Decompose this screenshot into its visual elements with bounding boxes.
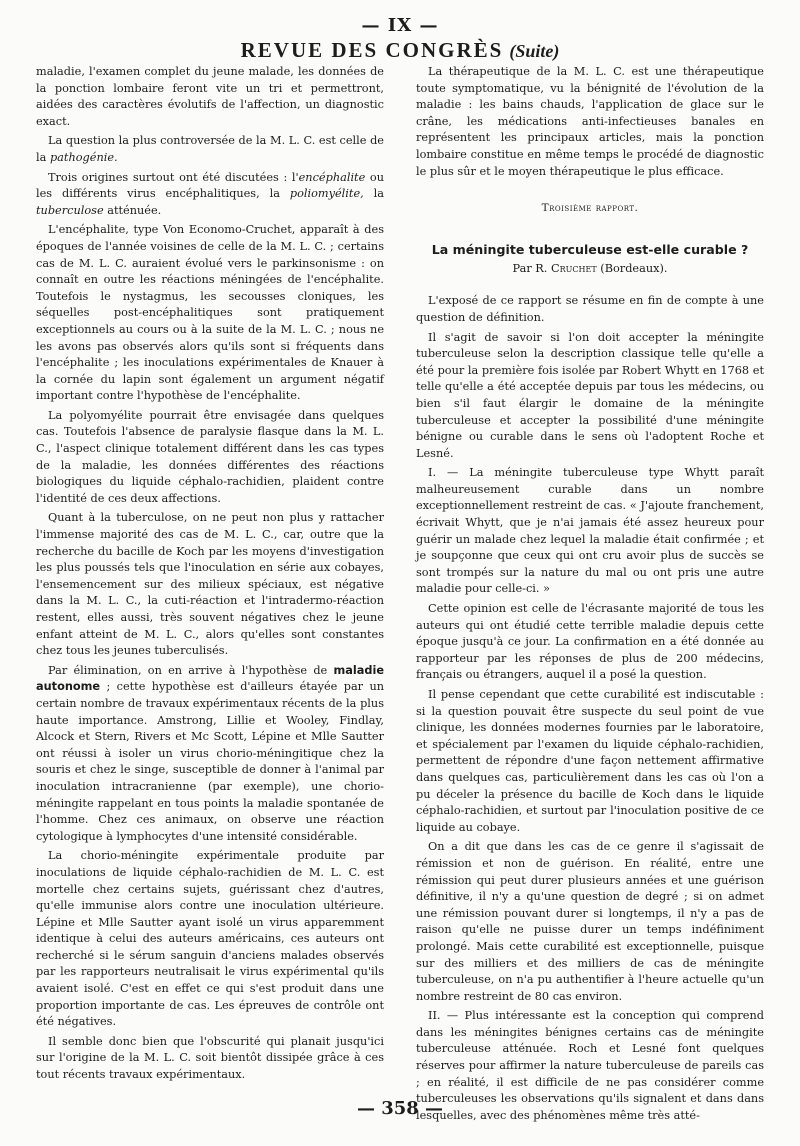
paragraph: Il pense cependant que cette curabilité est indiscutable : si la question pouvait être suspecte du seul point de vue clinique, les données modernes fournies par le laboratoire, et spécialement par l'examen du liquide céphalo-rachidien, permettent de répondre d'une façon nettement affirmative dans quelques cas, particulièrement dans les cas où l'on a pu déceler la présence du bacille de Koch dans le liquide céphalo-rachidien, et surtout par l'inoculation positive de ce liquide au cobaye. [416,688,764,834]
paragraph: L'exposé de ce rapport se résume en fin de compte à une question de définition. [416,294,764,324]
paragraph-text: atténuée. [103,203,162,217]
paragraph-text: la [363,187,384,201]
roman-page-number: — IX — [361,15,439,36]
emphasis: poliomyélite, [289,187,364,201]
paragraph: Il s'agit de savoir si l'on doit accepter la méningite tuberculeuse selon la description classique telle qu'elle a été pour la première fois isolée par Robert Whytt en 1768 et telle qu'elle a été acceptée depuis par tous les médecins, ou bien s'il faut élargir le domaine de la méningite tuberculeuse et accepter la possibilité d'une méningite bénigne ou curable dans le sens où l'adoptent Roche et Lesné. [416,330,764,460]
article-author [416,261,764,278]
emphasis: tuberculose [36,203,104,217]
author-name: Cruchet [551,261,597,275]
paragraph-text: ; cette hypothèse est d'ailleurs étayée par un certain nombre de travaux expérimentaux récents de la plus haute importance. Amstrong, Lillie et Wooley, Findlay, Alcock et Stern, Rivers et Mc Scott, Lépine et Mlle Sautter ont réussi à isoler un virus chorio-méningitique chez la souris et chez le singe, susceptible de donner à l'animal par inoculation intracranienne (par exemple), une chorio-méningite rappelant en tous points la maladie spontanée de l'homme. Chez ces animaux, on observe une réaction cytologique à lymphocytes d'une intensité considérable. [36,680,384,843]
paragraph: La polyomyélite pourrait être envisagée dans quelques cas. Toutefois l'absence de paralysie flasque dans la M. L. C., l'aspect clinique totalement différent dans les cas types de la maladie, les données différentes des réactions biologiques du liquide céphalo-rachidien, plaident contre l'identité de ces deux affections. [36,408,384,505]
paragraph: I. — La méningite tuberculeuse type Whytt paraît malheureusement curable dans un nombre exceptionnellement restreint de cas. « J'ajoute franchement, écrivait Whytt, que je n'ai jamais été assez heureux pour guérir un malade chez lequel la maladie était confirmée ; et je soupçonne que ceux qui ont cru avoir plus de succès se sont trompés sur la nature du mal ou ont pris une autre maladie pour celle-ci. » [416,466,764,596]
paragraph: On a dit que dans les cas de ce genre il s'agissait de rémission et non de guérison. En réalité, entre une rémission qui peut durer plusieurs années et une guérison définitive, il n'y a qu'une question de degré ; si on admet une rémission pouvant durer si longtemps, il n'y a pas de raison qu'elle ne puisse durer un temps indéfiniment prolongé. Mais cette curabilité est exceptionnelle, puisque sur des milliers et des milliers de cas de méningite tuberculeuse, on n'a pu authentifier à l'heure actuelle qu'un nombre restreint de 80 cas environ. [416,840,764,1003]
paragraph: maladie, l'examen complet du jeune malade, les données de la ponction lombaire feront vite un tri et permettront, aidées des caractères évolutifs de l'affection, un diagnostic exact. [36,65,384,128]
text-columns [36,64,764,1127]
paragraph: Cette opinion est celle de l'écrasante majorité de tous les auteurs qui ont étudié cette terrible maladie depuis cette époque jusqu'à ce jour. La confirmation en a été donnée au rapporteur par les réponses de plus de 200 médecins, français ou étrangers, auquel il a posé la question. [416,602,764,682]
paragraph-text: Trois origines surtout ont été discutées : l' [48,170,299,184]
author-prefix: Par R. [512,261,548,275]
header-title: REVUE DES CONGRÈS [240,38,504,62]
paragraph [36,133,384,166]
paragraph: La chorio-méningite expérimentale produite par inoculations de liquide céphalo-rachidien de M. L. C. est mortelle chez certains sujets, guérissant chez d'autres, qu'elle immunise alors contre une inoculation ultérieure. Lépine et Mlle Sautter ayant isolé un virus apparemment identique à celui des auteurs américains, ces auteurs ont recherché si le sérum sanguin d'anciens malades observés par les rapporteurs neutralisait le virus expérimental qu'ils avaient isolé. C'est en effet ce qui s'est produit dans une proportion importante de cas. Les épreuves de contrôle ont été négatives. [36,849,384,1029]
paragraph: II. — Plus intéressante est la conception qui comprend dans les méningites bénignes certains cas de méningite tuberculeuse atténuée. Roch et Lesné font quelques réserves pour affirmer la nature tuberculeuse de pareils cas ; en réalité, il est difficile de ne pas considérer comme tuberculeuses les observations qu'ils signalent et dans dans lesquelles, avec des phénomènes même très atté- [416,1009,764,1122]
paragraph: L'encéphalite, type Von Economo-Cruchet, apparaît à des époques de l'année voisines de celle de la M. L. C. ; certains cas de M. L. C. auraient évolué vers le parkinsonisme : on connaît en outre les réactions méningées de l'encéphalite. Toutefois le nystagmus, les secousses cloniques, les séquelles post-encéphalitiques sont pratiquement exceptionnels au cours ou à la suite de la M. L. C. ; nous ne les avons pas observés alors qu'ils sont si fréquents dans l'encéphalite ; les inoculations expérimentales de Knauer à la cornée du lapin sont également un argument négatif important contre l'hypothèse de l'encéphalite. [36,223,384,403]
paragraph: Quant à la tuberculose, on ne peut non plus y rattacher l'immense majorité des cas de M. L. C., car, outre que la recherche du bacille de Koch par les moyens d'investigation les plus poussés tels que l'inoculation en série aux cobayes, l'ensemencement sur des milieux spéciaux, est négative dans la M. L. C., la cuti-réaction et l'intradermo-réaction restent, elles aussi, très souvent négatives chez le jeune enfant atteint de M. L. C., alors qu'elles sont constantes chez tous les jeunes tuberculisés. [36,511,384,658]
left-column [36,64,384,1127]
right-column [416,64,764,1127]
section-heading: Troisième rapport. [541,202,639,215]
author-affiliation: (Bordeaux). [600,261,668,275]
emphasis: encéphalite [298,170,366,184]
header-suite: (Suite) [509,41,560,61]
paragraph: Il semble donc bien que l'obscurité qui planait jusqu'ici sur l'origine de la M. L. C. soit bientôt dissipée grâce à ces tout récents travaux expérimentaux. [36,1034,384,1082]
paragraph-text: ou les différents virus encéphalitiques, la [36,170,384,201]
paragraph [36,663,384,846]
emphasis: pathogénie. [49,150,118,164]
footer-page-number: — 358 — [356,1098,444,1119]
paragraph [36,170,384,220]
paragraph-text: La question la plus controversée de la M. L. C. est celle de la [36,134,384,164]
running-header [36,38,764,62]
bold-term: maladie autonome [36,663,385,694]
paragraph: La thérapeutique de la M. L. C. est une thérapeutique toute symptomatique, vu la bénignité de l'évolution de la maladie : les bains chauds, l'application de glace sur le crâne, les médications anti-infectieuses banales en représentent les principaux articles, mais la ponction lombaire constitue en même temps le procédé de diagnostic le plus sûr et le moyen thérapeutique le plus efficace. [416,65,764,178]
paragraph-text: Par élimination, on en arrive à l'hypothèse de [48,663,328,677]
article-title: La méningite tuberculeuse est-elle curable ? [431,241,749,257]
